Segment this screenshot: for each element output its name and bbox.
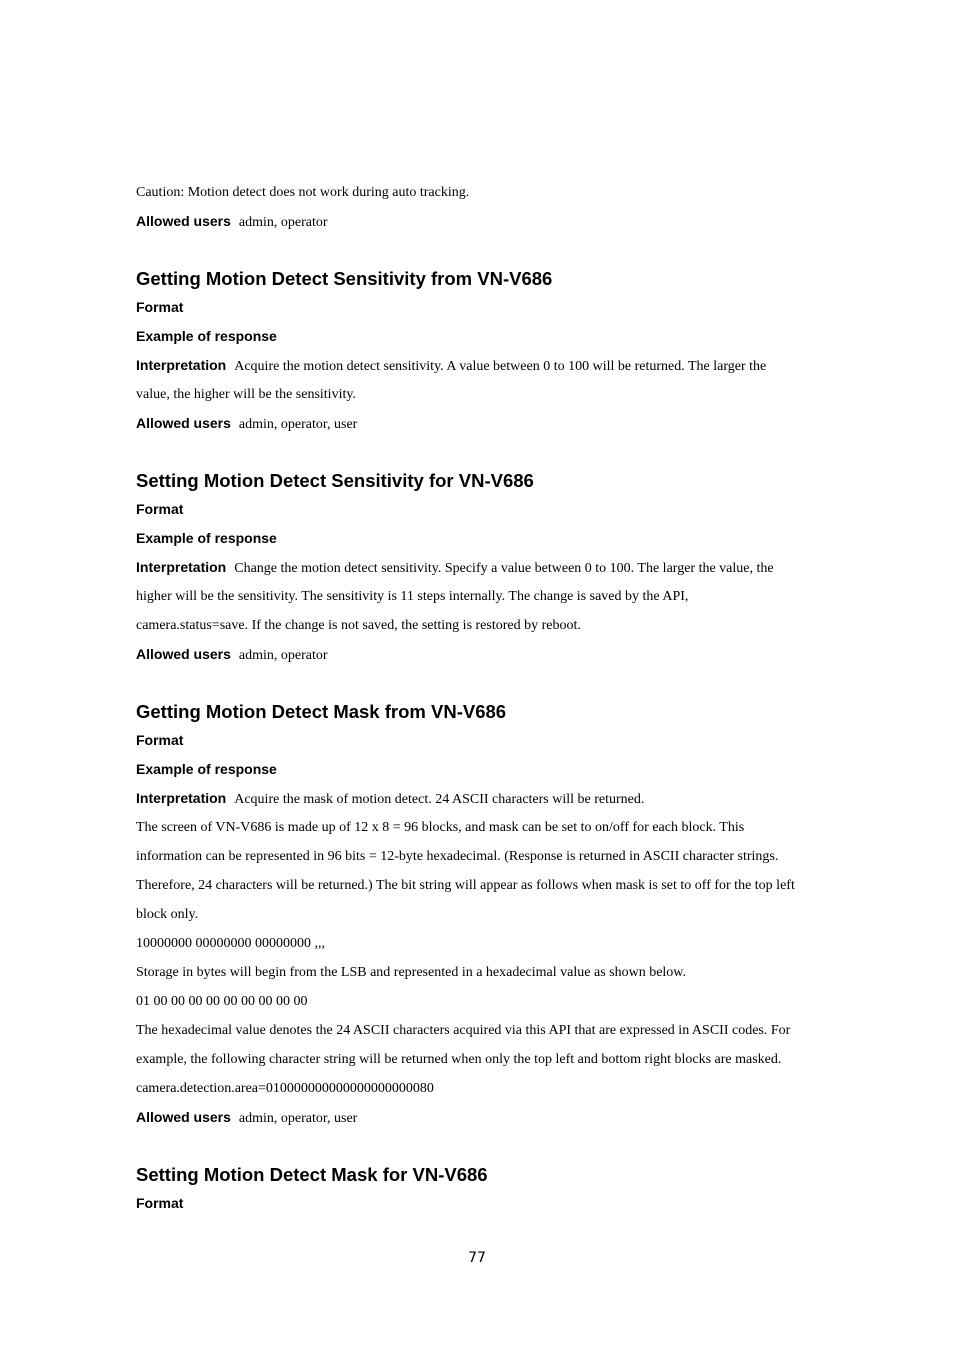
- interpretation-row: [136, 351, 826, 380]
- example-label: Example of response: [136, 328, 277, 344]
- interpretation-row: [136, 553, 826, 582]
- allowed-users-label: Allowed users: [136, 213, 231, 229]
- body-text: Therefore, 24 characters will be returned.) The bit string will appear as follows when mask is set to off for the top left: [136, 878, 795, 893]
- bit-string-example: 10000000 00000000 00000000 ,,,: [136, 936, 325, 951]
- allowed-users-label: Allowed users: [136, 1109, 231, 1125]
- allowed-users-row: [136, 1103, 826, 1132]
- allowed-users-value: admin, operator: [238, 648, 328, 663]
- body-text: Storage in bytes will begin from the LSB and represented in a hexadecimal value as shown below.: [136, 965, 686, 980]
- body-text: block only.: [136, 907, 199, 922]
- interpretation-row: [136, 784, 826, 813]
- section-title-get-sensitivity: Getting Motion Detect Sensitivity from VN-V686: [136, 268, 553, 289]
- format-label: Format: [136, 1195, 184, 1211]
- format-label: Format: [136, 501, 184, 517]
- allowed-users-label: Allowed users: [136, 646, 231, 662]
- document-page: [136, 178, 826, 1218]
- example-label: Example of response: [136, 530, 277, 546]
- body-text: The screen of VN-V686 is made up of 12 x 8 = 96 blocks, and mask can be set to on/off for each block. This: [136, 820, 745, 835]
- interpretation-text-cont: higher will be the sensitivity. The sensitivity is 11 steps internally. The change is saved by the API,: [136, 589, 689, 604]
- body-text: information can be represented in 96 bits = 12-byte hexadecimal. (Response is returned in ASCII character strings.: [136, 849, 779, 864]
- section-title-get-mask: Getting Motion Detect Mask from VN-V686: [136, 701, 507, 722]
- section-title-set-sensitivity: Setting Motion Detect Sensitivity for VN-V686: [136, 470, 534, 491]
- body-text: The hexadecimal value denotes the 24 ASCII characters acquired via this API that are expressed in ASCII codes. For: [136, 1023, 791, 1038]
- interpretation-text: Change the motion detect sensitivity. Specify a value between 0 to 100. The larger the value, the: [234, 561, 774, 576]
- interpretation-text: Acquire the mask of motion detect. 24 ASCII characters will be returned.: [234, 792, 645, 807]
- allowed-users-row: [136, 409, 826, 438]
- allowed-users-value: admin, operator, user: [238, 1111, 358, 1126]
- allowed-users-label: Allowed users: [136, 415, 231, 431]
- interpretation-label: Interpretation: [136, 357, 227, 373]
- allowed-users-row: [136, 207, 826, 236]
- interpretation-label: Interpretation: [136, 790, 227, 806]
- section-title-set-mask: Setting Motion Detect Mask for VN-V686: [136, 1164, 488, 1185]
- response-example: camera.detection.area=010000000000000000000080: [136, 1081, 434, 1096]
- format-label: Format: [136, 299, 184, 315]
- body-text: example, the following character string will be returned when only the top left and bottom right blocks are masked.: [136, 1052, 782, 1067]
- interpretation-text-cont: camera.status=save. If the change is not saved, the setting is restored by reboot.: [136, 618, 581, 633]
- hex-example: 01 00 00 00 00 00 00 00 00 00: [136, 994, 308, 1009]
- caution-text: Caution: Motion detect does not work during auto tracking.: [136, 185, 470, 200]
- allowed-users-row: [136, 640, 826, 669]
- interpretation-label: Interpretation: [136, 559, 227, 575]
- example-label: Example of response: [136, 761, 277, 777]
- format-label: Format: [136, 732, 184, 748]
- allowed-users-value: admin, operator, user: [238, 417, 358, 432]
- page-number: 77: [468, 1250, 486, 1266]
- interpretation-text: Acquire the motion detect sensitivity. A value between 0 to 100 will be returned. The larger the: [234, 359, 767, 374]
- allowed-users-value: admin, operator: [238, 215, 328, 230]
- interpretation-text-cont: value, the higher will be the sensitivity.: [136, 387, 356, 402]
